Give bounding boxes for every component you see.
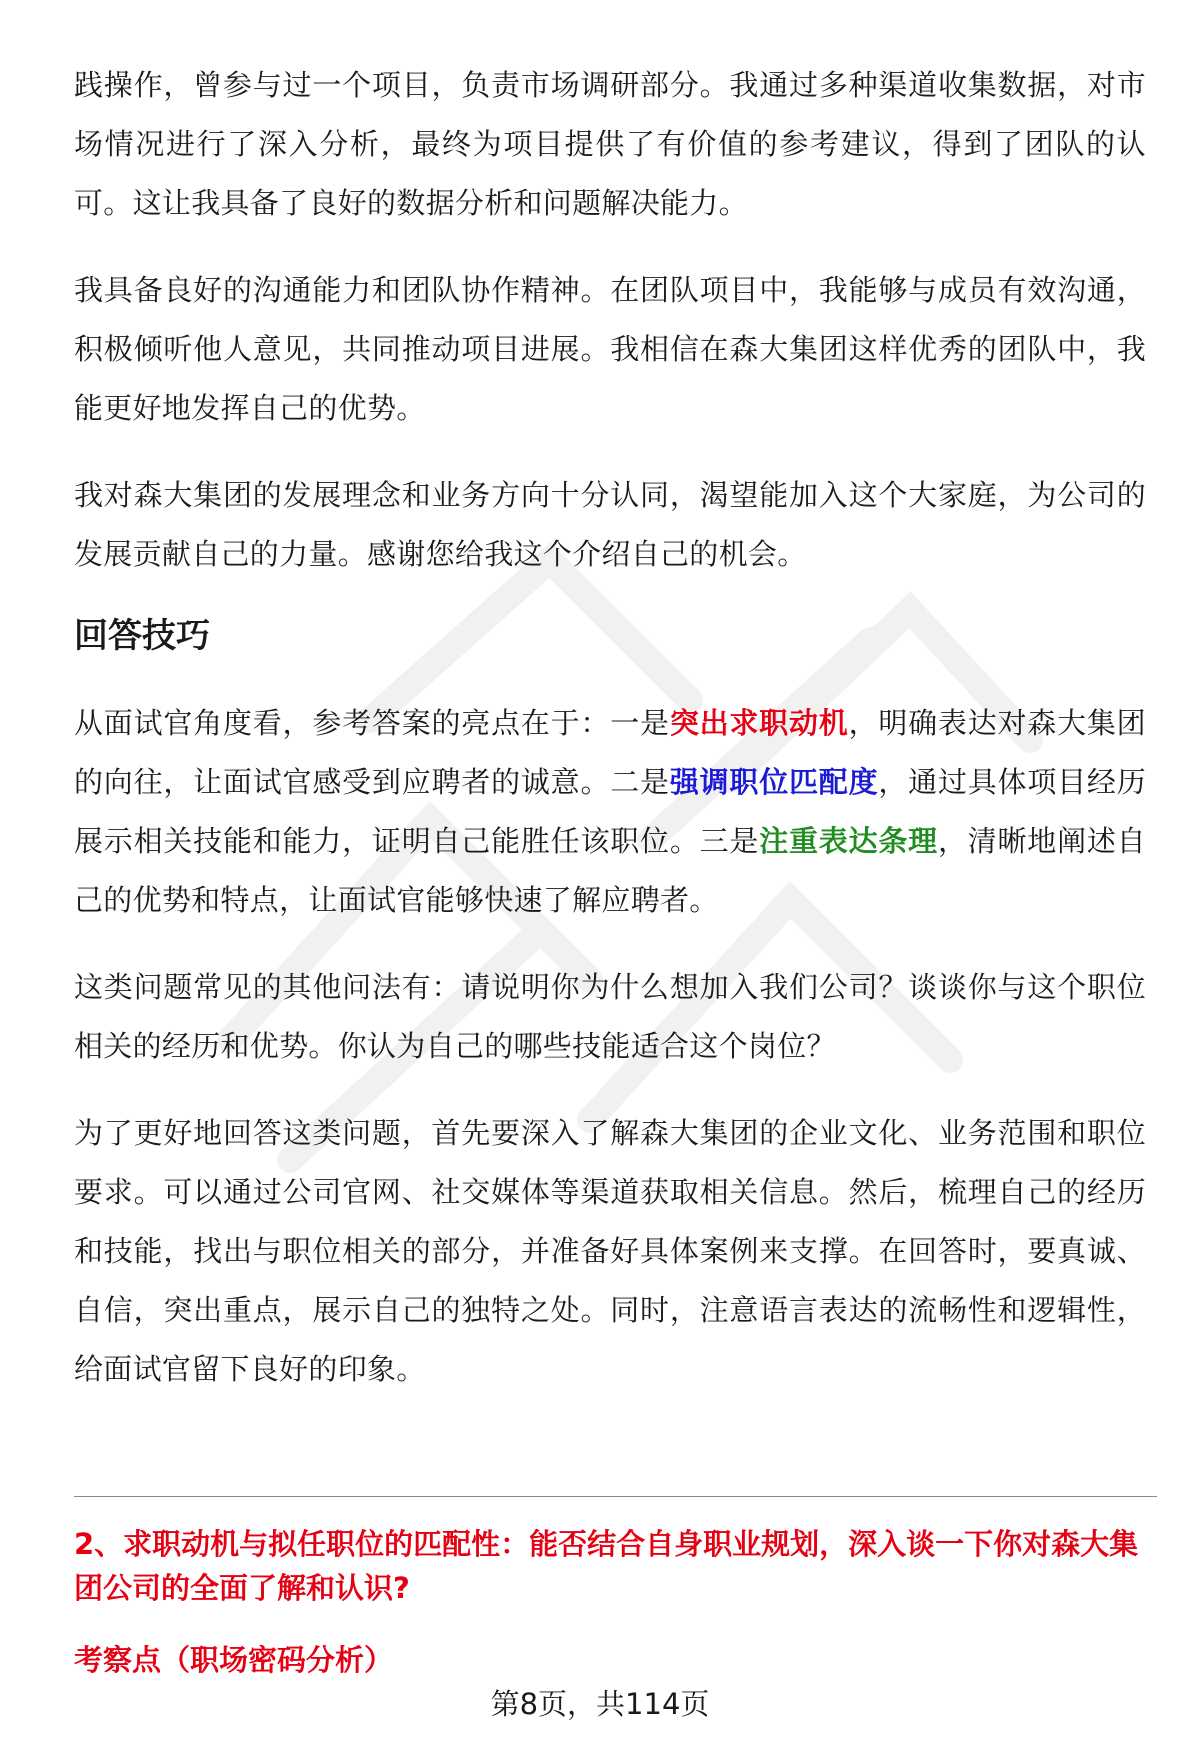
tips-text: ，明确表达对森大集团的向往，让面试官感受到应聘者的诚意。二是: [74, 706, 1146, 799]
tips-text: ，通过具体项目经历展示相关技能和能力，证明自己能胜任该职位。三是: [74, 765, 1147, 858]
question-heading: 2、求职动机与拟任职位的匹配性：能否结合自身职业规划，深入谈一下你对森大集团公司的全面了解和认识?: [74, 1527, 1139, 1605]
content-area: [74, 56, 1146, 1427]
highlight-motivation: 突出求职动机: [669, 706, 849, 740]
tips-text: 从面试官角度看，参考答案的亮点在于：一是: [74, 706, 670, 740]
highlight-expression: 注重表达条理: [759, 824, 938, 858]
page-number: 第8页，共114页: [490, 1687, 710, 1721]
paragraph-alternative-questions: 这类问题常见的其他问法有：请说明你为什么想加入我们公司？谈谈你与这个职位相关的经历和优势。你认为自己的哪些技能适合这个岗位？: [74, 970, 1146, 1063]
paragraph-communication: 我具备良好的沟通能力和团队协作精神。在团队项目中，我能够与成员有效沟通，积极倾听他人意见，共同推动项目进展。我相信在森大集团这样优秀的团队中，我能更好地发挥自己的优势。: [74, 273, 1146, 425]
tips-text: ，清晰地阐述自己的优势和特点，让面试官能够快速了解应聘者。: [74, 824, 1146, 917]
divider: [74, 1496, 1157, 1497]
section-title: 回答技巧: [74, 616, 210, 656]
paragraph-company-recognition: 我对森大集团的发展理念和业务方向十分认同，渴望能加入这个大家庭，为公司的发展贡献自己的力量。感谢您给我这个介绍自己的机会。: [74, 478, 1146, 571]
highlight-position-match: 强调职位匹配度: [669, 765, 879, 799]
exam-point-label: 考察点（职场密码分析）: [74, 1643, 394, 1677]
paragraph-project-experience: 践操作，曾参与过一个项目，负责市场调研部分。我通过多种渠道收集数据，对市场情况进行了深入分析，最终为项目提供了有价值的参考建议，得到了团队的认可。这让我具备了良好的数据分析和问题解决能力。: [74, 68, 1146, 220]
paragraph-preparation-advice: 为了更好地回答这类问题，首先要深入了解森大集团的企业文化、业务范围和职位要求。可以通过公司官网、社交媒体等渠道获取相关信息。然后，梳理自己的经历和技能，找出与职位相关的部分，并准备好具体案例来支撑。在回答时，要真诚、自信，突出重点，展示自己的独特之处。同时，注意语言表达的流畅性和逻辑性，给面试官留下良好的印象。: [74, 1116, 1146, 1386]
paragraph-tips: [74, 694, 1146, 930]
